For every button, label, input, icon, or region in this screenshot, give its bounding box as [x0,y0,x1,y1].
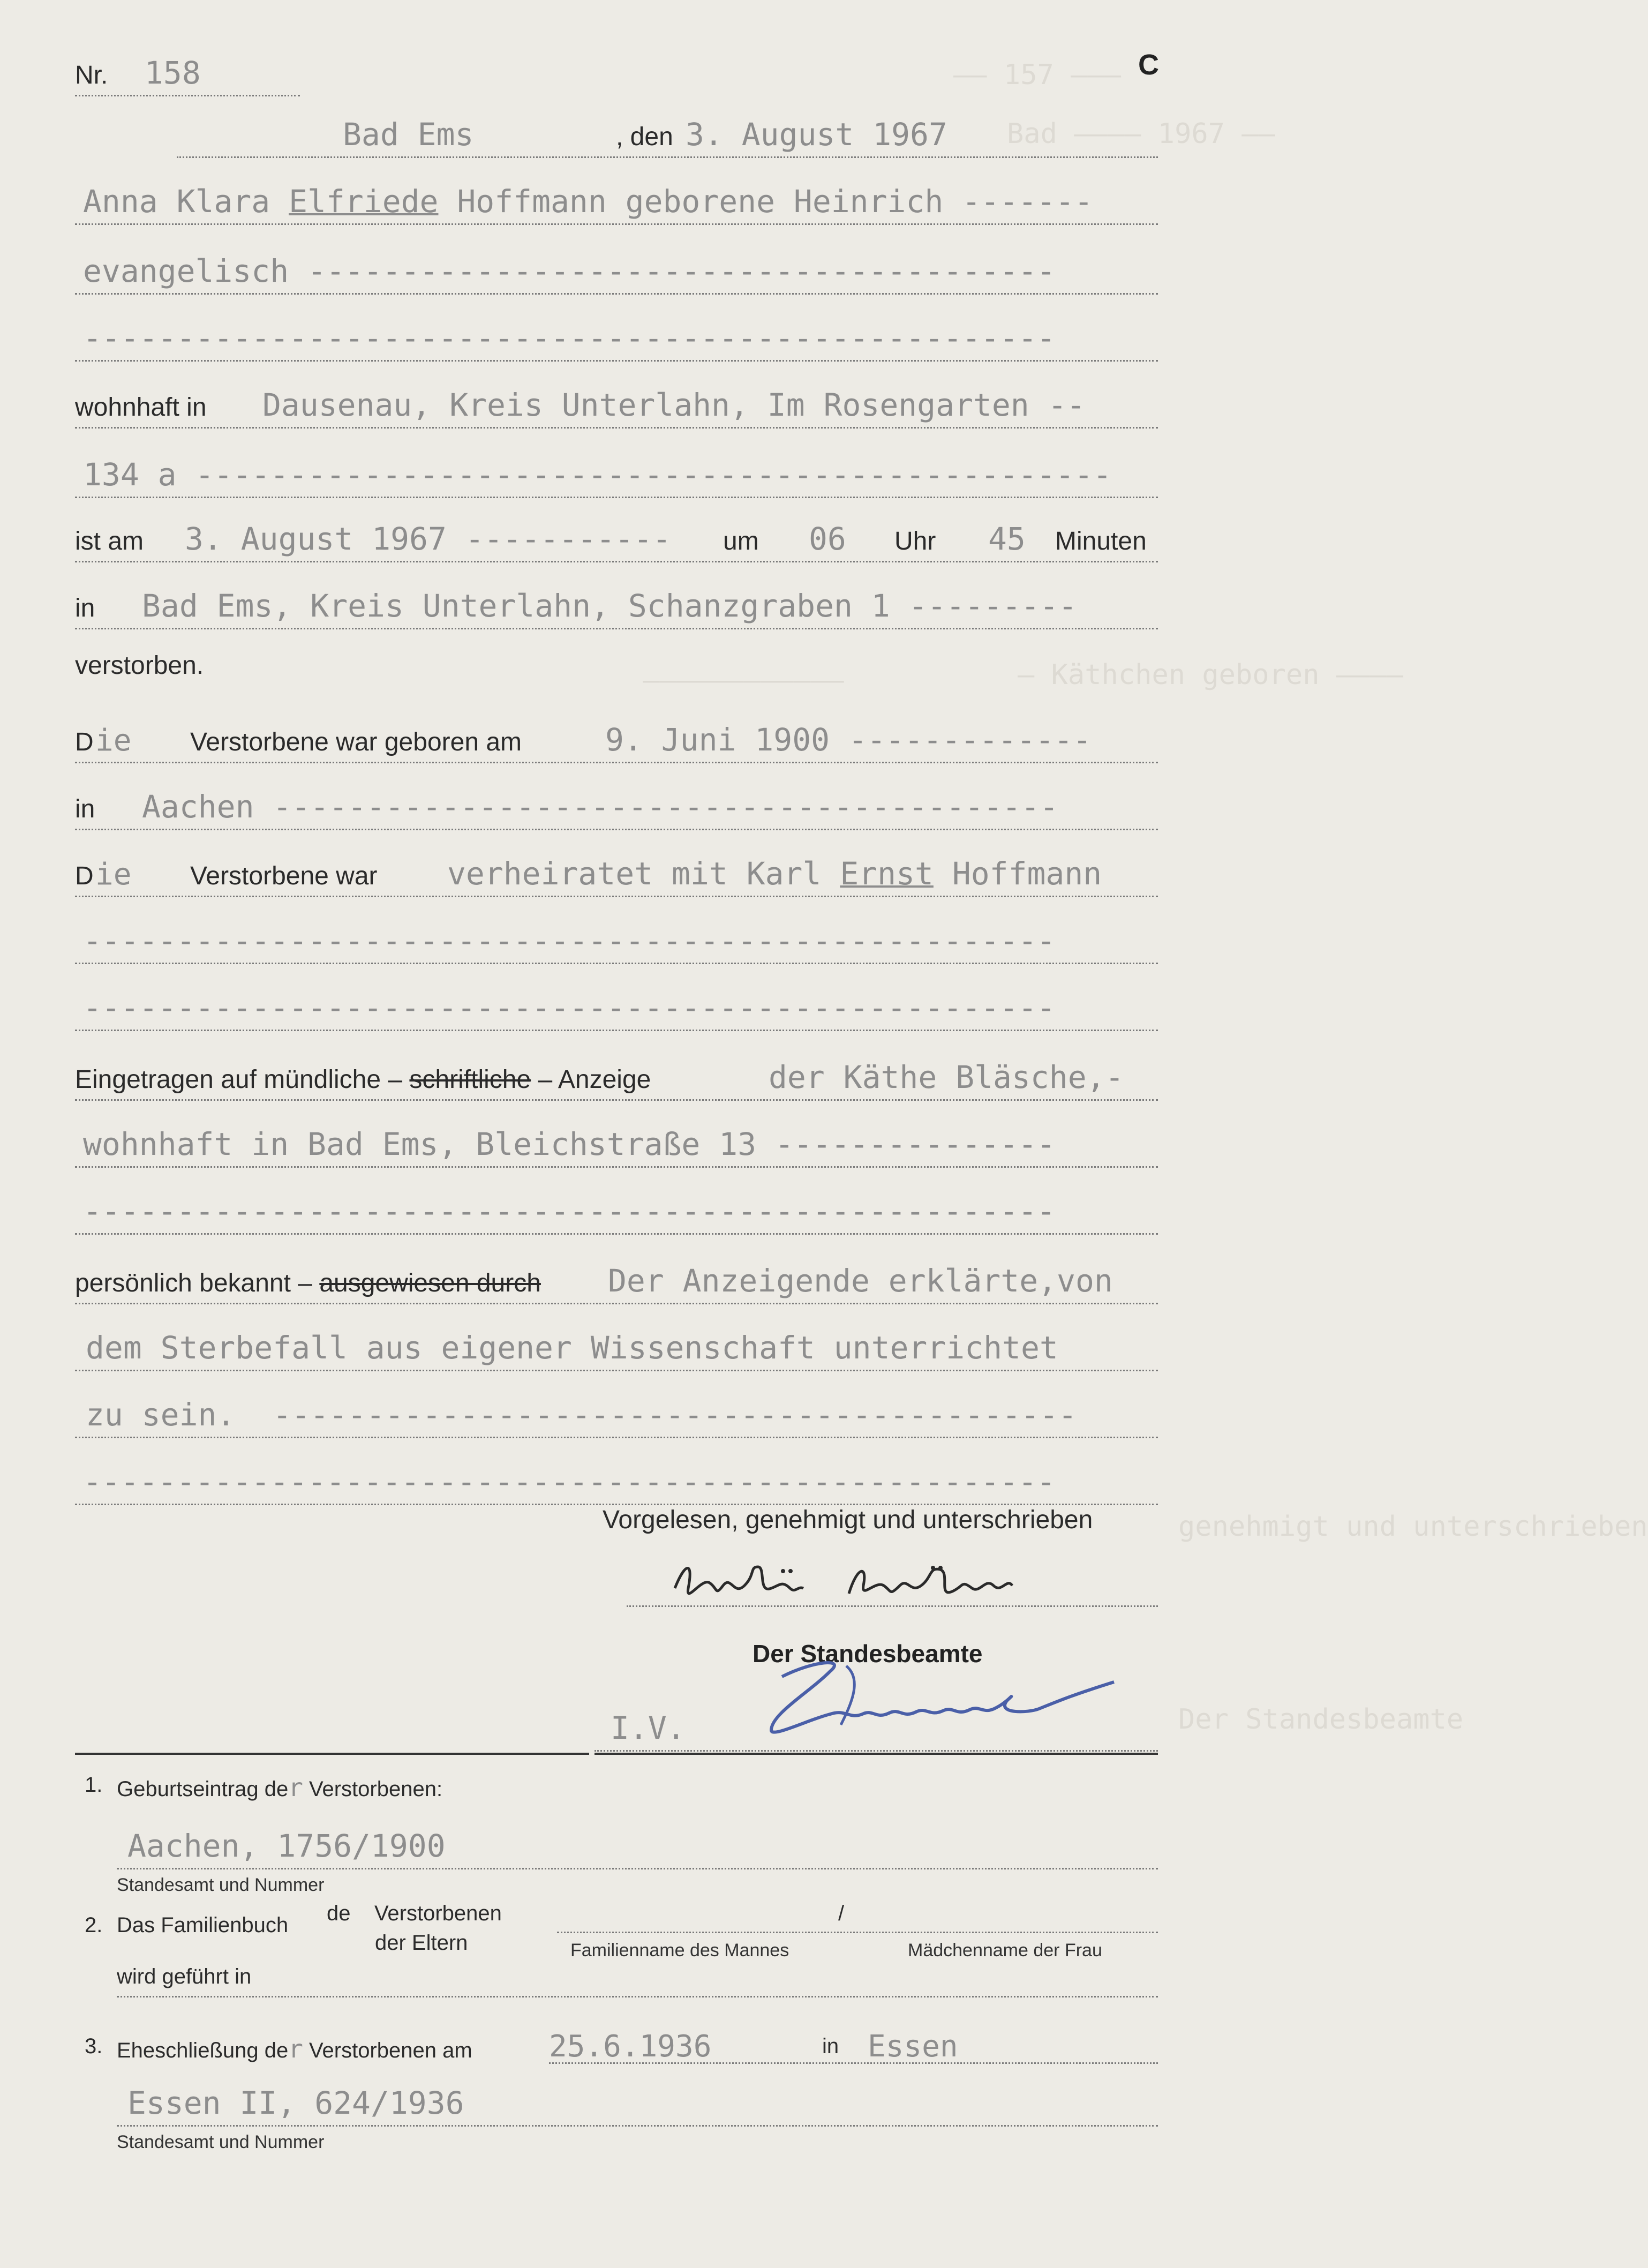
marriage-date: 25.6.1936 [549,2029,712,2064]
death-date: 3. August 1967 ----------- [185,521,671,557]
item3-number: 3. [85,2034,103,2058]
spouse-part-2: Hoffmann [933,855,1102,892]
residence-value-2: 134 a ------------------------------------------------- [83,456,1112,493]
nr-label: Nr. [75,61,108,89]
item2-caption-man: Familienname des Mannes [570,1940,789,1961]
marriage-d-label: D [75,862,94,890]
death-minutes: 45 [988,521,1026,557]
blank-line-1: ---------------------------------------------------- [83,320,1056,356]
um-label: um [723,527,759,555]
item3-in-label: in [822,2034,839,2058]
report-label-b: – Anzeige [531,1065,651,1094]
birth-label: Verstorbene war geboren am [190,728,522,756]
item2-label-2: wird geführt in [117,1965,252,1988]
death-place-label: in [75,594,95,622]
item3-caption: Standesamt und Nummer [117,2132,325,2152]
birth-place: Aachen ------------------------------------------ [142,788,1059,825]
name-call-name: Elfriede [289,183,439,220]
uhr-label: Uhr [894,527,936,555]
item3-label-a: Eheschließung de [117,2039,289,2062]
marriage-article-fill: ie [95,857,132,892]
official-signature [739,1650,1125,1741]
statement-line-1: Der Anzeigende erklärte,von [608,1263,1113,1299]
item3-label [117,2034,472,2063]
marriage-record-ref: Essen II, 624/1936 [127,2085,464,2121]
verstorben-label: verstorben. [75,651,204,680]
item2-caption-woman: Mädchenname der Frau [908,1940,1102,1961]
birth-article-fill: ie [95,723,132,758]
marriage-blank-1: ---------------------------------------------------- [83,922,1056,959]
den-label: , den [616,123,673,151]
item3-fill: r [288,2034,303,2063]
marriage-place: Essen [868,2029,958,2064]
deceased-name [83,183,1093,220]
birth-place-label: in [75,795,95,823]
item1-number: 1. [85,1773,103,1797]
read-approved-label: Vorgelesen, genehmigt und unterschrieben [603,1506,1093,1534]
item2-slash: / [838,1902,845,1925]
death-date-label: ist am [75,527,144,555]
residence-value: Dausenau, Kreis Unterlahn, Im Rosengarten -- [262,387,1086,423]
statement-line-3: zu sein. ------------------------------------------- [86,1396,1077,1433]
statement-line-2: dem Sterbefall aus eigener Wissenschaft unterrichtet [86,1330,1058,1366]
residence-label: wohnhaft in [75,393,207,422]
item1-label [117,1773,442,1802]
birth-record-ref: Aachen, 1756/1900 [127,1828,446,1864]
marriage-label: Verstorbene war [190,862,378,890]
identity-label-a: persönlich bekannt – [75,1269,320,1297]
place: Bad Ems [343,116,474,153]
name-part-2: Hoffmann geborene Heinrich ------- [438,183,1093,220]
item2-number: 2. [85,1913,103,1937]
identity-label [75,1268,541,1298]
religion: evangelisch ---------------------------------------- [83,253,1056,289]
death-place: Bad Ems, Kreis Unterlahn, Schanzgraben 1 --------- [142,588,1077,624]
report-label [75,1065,651,1094]
spouse-call-name: Ernst [840,855,934,892]
item1-label-b: Verstorbenen: [303,1777,443,1801]
item2-label: Das Familienbuch [117,1913,289,1937]
item1-fill: r [288,1773,303,1802]
report-label-struck: schriftliche [409,1065,531,1094]
report-blank: ---------------------------------------------------- [83,1193,1056,1229]
reporter-address: wohnhaft in Bad Ems, Bleichstraße 13 --------------- [83,1126,1056,1162]
nr-value: 158 [145,55,201,91]
record-date: 3. August 1967 [686,116,947,153]
marriage-blank-2: ---------------------------------------------------- [83,989,1056,1026]
statement-blank: ---------------------------------------------------- [83,1463,1056,1500]
item1-label-a: Geburtseintrag de [117,1777,289,1801]
official-label: Der Standesbeamte [752,1640,983,1668]
reporter-name: der Käthe Bläsche,- [769,1059,1124,1095]
death-hour: 06 [809,521,846,557]
report-label-a: Eingetragen auf mündliche – [75,1065,410,1094]
item2-option-1: de Verstorbenen [327,1902,502,1925]
minuten-label: Minuten [1055,527,1147,555]
reporter-signature [664,1556,1082,1615]
iv-label: I.V. [611,1710,686,1746]
corner-letter: C [1138,49,1159,81]
marriage-value [447,855,1102,892]
item2-option-2: der Eltern [375,1931,468,1955]
name-part-1: Anna Klara [83,183,289,220]
birth-date: 9. Juni 1900 ------------- [605,722,1092,758]
spouse-part-1: verheiratet mit Karl [447,855,840,892]
item3-label-b: Verstorbenen am [303,2039,472,2062]
identity-label-struck: ausgewiesen durch [319,1269,541,1297]
birth-d-label: D [75,728,94,756]
item1-caption: Standesamt und Nummer [117,1875,325,1895]
